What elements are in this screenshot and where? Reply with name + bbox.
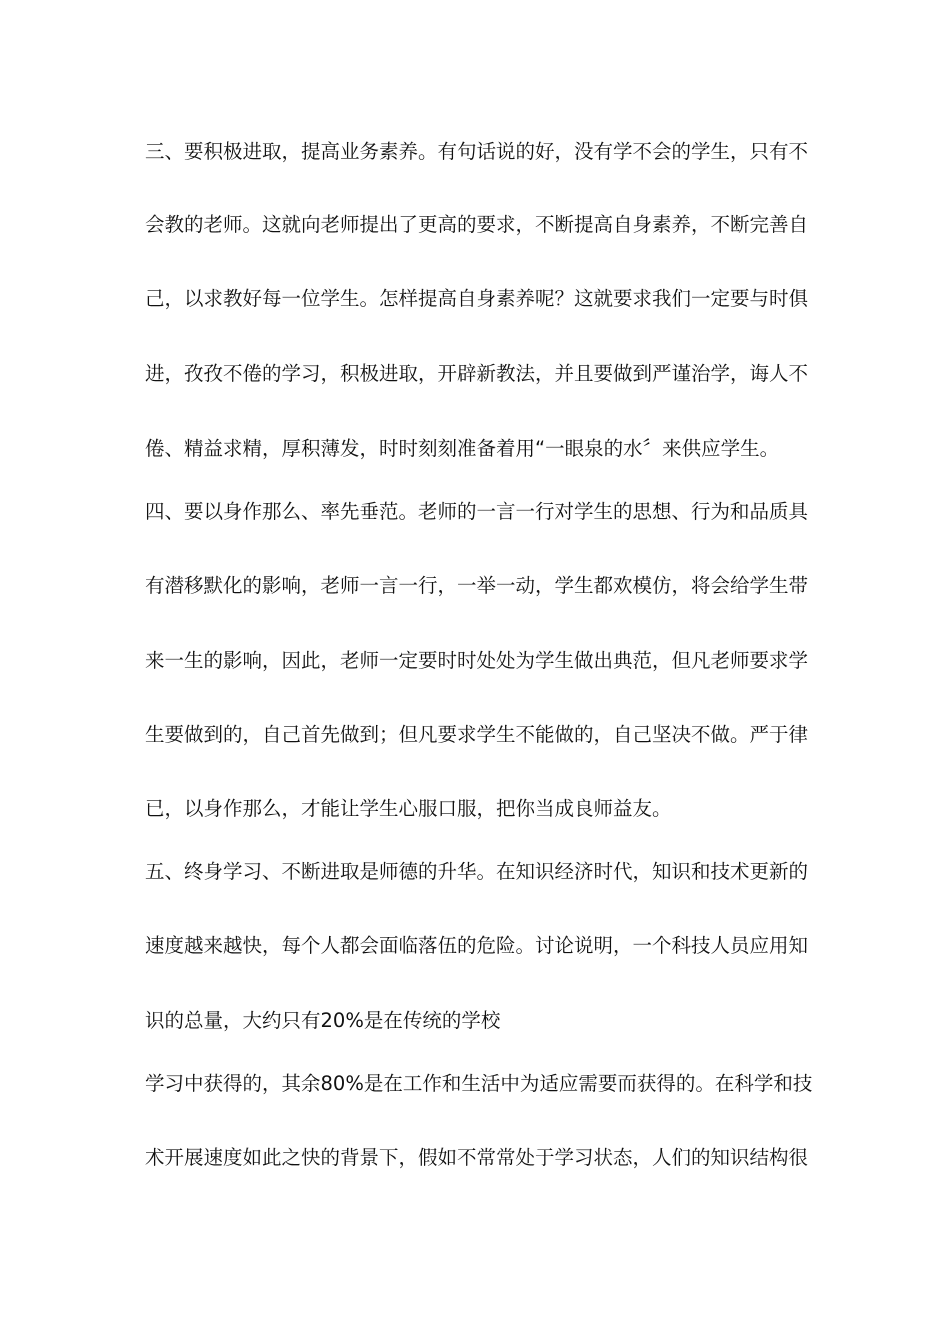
text-line: 有潜移默化的影响，老师一言一行，一举一动，学生都欢模仿，将会给学生带	[145, 574, 809, 597]
text-line: 倦、精益求精，厚积薄发，时时刻刻准备着用“一眼泉的水〞来供应学生。	[145, 437, 780, 460]
text-line: 学习中获得的，其余80%是在工作和生活中为适应需要而获得的。在科学和技	[145, 1072, 813, 1095]
text-line: 三、要积极进取，提高业务素养。有句话说的好，没有学不会的学生，只有不	[145, 140, 809, 163]
text-line: 术开展速度如此之快的背景下，假如不常常处于学习状态，人们的知识结构很	[145, 1146, 809, 1169]
text-line: 生要做到的，自己首先做到；但凡要求学生不能做的，自己坚决不做。严于律	[145, 723, 809, 746]
text-line: 五、终身学习、不断进取是师德的升华。在知识经济时代，知识和技术更新的	[145, 860, 809, 883]
text-line: 已，以身作那么，才能让学生心服口服，把你当成良师益友。	[145, 797, 672, 820]
text-line: 来一生的影响，因此，老师一定要时时处处为学生做出典范，但凡老师要求学	[145, 649, 809, 672]
text-line: 进，孜孜不倦的学习，积极进取，开辟新教法，并且要做到严谨治学，诲人不	[145, 362, 809, 385]
text-line: 速度越来越快，每个人都会面临落伍的危险。讨论说明，一个科技人员应用知	[145, 934, 809, 957]
text-line: 四、要以身作那么、率先垂范。老师的一言一行对学生的思想、行为和品质具	[145, 500, 809, 523]
text-line: 会教的老师。这就向老师提出了更高的要求，不断提高自身素养，不断完善自	[145, 213, 809, 236]
text-line: 识的总量，大约只有20%是在传统的学校	[145, 1009, 501, 1032]
text-line: 己，以求教好每一位学生。怎样提高自身素养呢？这就要求我们一定要与时俱	[145, 287, 809, 310]
